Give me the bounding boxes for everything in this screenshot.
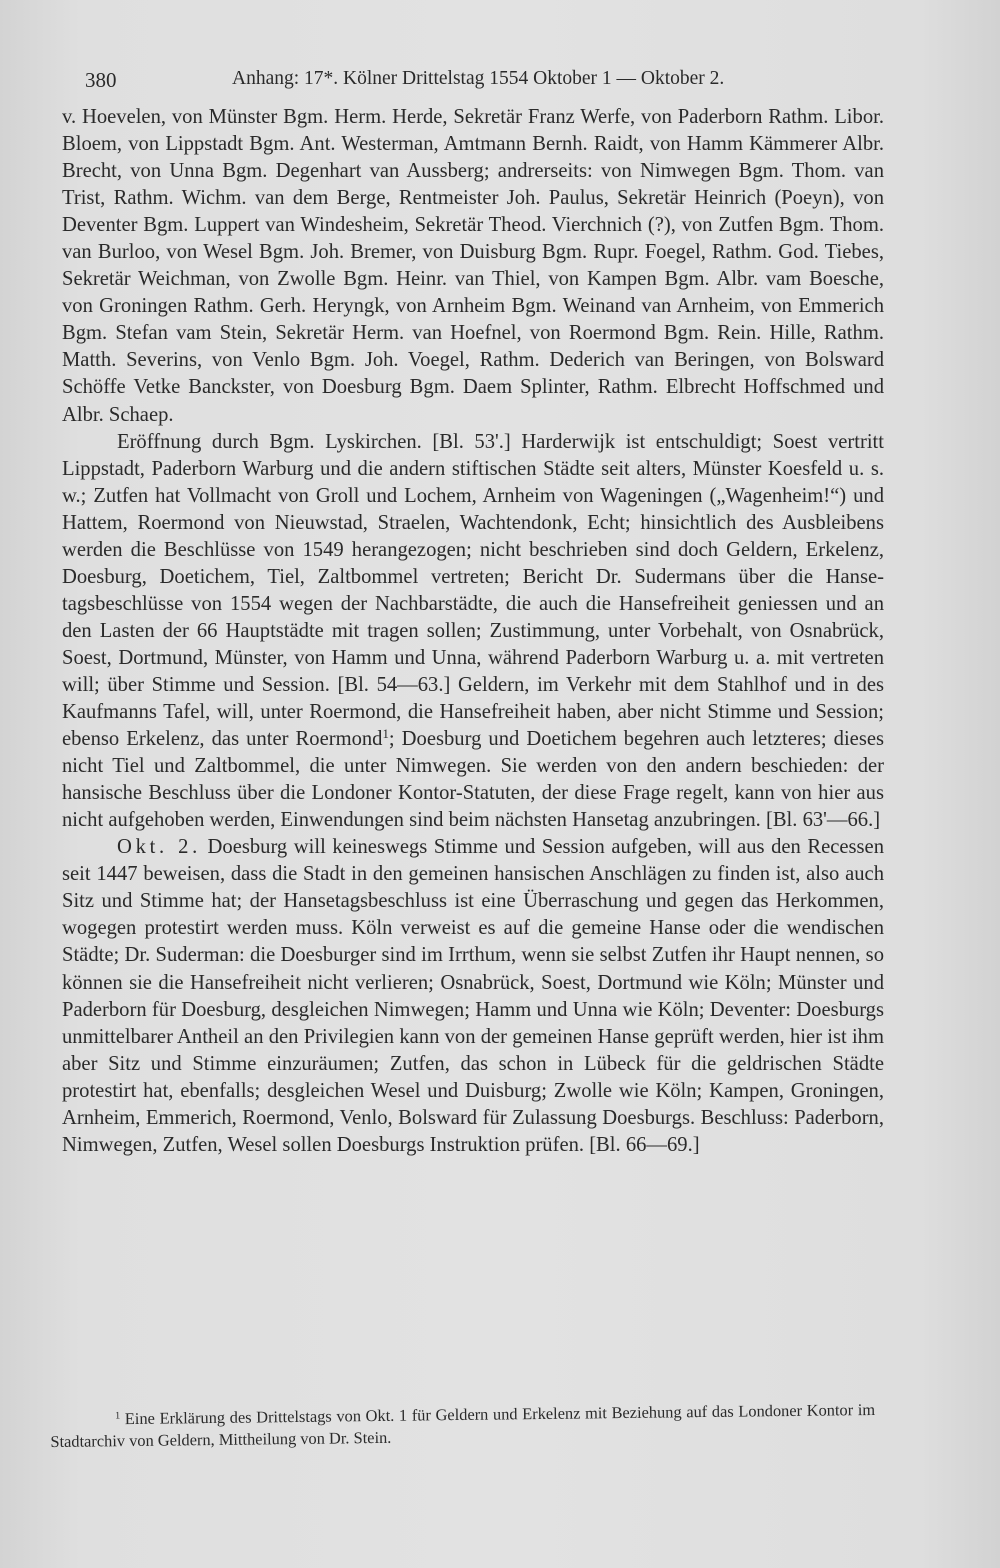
page-number: 380 <box>85 68 117 92</box>
opening-text-part1: Eröffnung durch Bgm. Lyskirchen. [Bl. 53'.] Harderwijk ist entschuldigt; Soest vertritt Lippstadt, Paderborn Warburg und die andern stiftischen Städte seit alters, Münster Koesfeld u. s. w.; Zutfen hat Vollmacht von Groll und Lochem, Arnheim von Wageningen („Wagenheim!“) und Hattem, Roermond von Nieuwstad, Straelen, Wachtendonk, Echt; hinsichtlich des Ausbleibens werden die Beschlüsse von 1549 herangezogen; nicht beschrieben sind doch Geldern, Erkelenz, Doesburg, Doetichem, Tiel, Zaltbommel vertreten; Bericht Dr. Sudermans über die Hansetagsbeschlüsse von 1554 wegen der Nachbarstädte, die auch die Hansefreiheit geniessen und an den Lasten der 66 Hauptstädte mit tragen sollen; Zustimmung, unter Vorbehalt, von Osnabrück, Soest, Dortmund, Münster, von Hamm und Unna, während Paderborn Warburg u. a. mit vertreten will; über Stimme und Session. [Bl. 54—63.] Geldern, im Verkehr mit dem Stahlhof und in des Kaufmanns Tafel, will, unter Roermond, die Hansefreiheit haben, aber nicht Stimme und Session; ebenso Erkelenz, das unter Roermond <box>62 430 884 751</box>
october-2-text: Doesburg will keineswegs Stimme und Session aufgeben, will aus den Recessen seit 1447 beweisen, dass die Stadt in den gemeinen hansischen Anschlägen zu finden ist, also auch Sitz und Stimme hat; der Hansetagsbeschluss ist eine Überraschung und gegen das Herkommen, wogegen protestirt werden muss. Köln verweist es auf die gemeine Hanse oder die wendischen Städte; Dr. Suderman: die Doesburger sind im Irrthum, wenn sie selbst Zutfen ihr Haupt nennen, so können sie die Hansefreiheit nicht verlieren; Osnabrück, Soest, Dortmund wie Köln; Münster und Paderborn für Doesburg, desgleichen Nimwegen; Hamm und Unna wie Köln; Deventer: Doesburgs unmittelbarer Antheil an den Privilegien kann von der gemeinen Hanse geprüft werden, hier ist ihm aber Sitz und Stimme einzuräumen; Zutfen, das schon in Lübeck für die geldrischen Städte protestirt hat, ebenfalls; desgleichen Wesel und Duisburg; Zwolle wie Köln; Kampen, Groningen, Arnheim, Emmerich, Roermond, Venlo, Bolsward für Zulassung Doesburgs. Beschluss: Paderborn, Nimwegen, Zutfen, Wesel sollen Doesburgs Instruktion prüfen. [Bl. 66—69.] <box>62 836 884 1156</box>
october-2-paragraph <box>62 834 884 1159</box>
footnote <box>50 1399 875 1453</box>
footnote-marker: 1 <box>115 1410 121 1422</box>
footnote-text: Eine Erklärung des Drittelstags von Okt. 1 für Geldern und Erkelenz mit Beziehung auf das Londoner Kontor im Stadtarchiv von Geldern, Mittheilung von Dr. Stein. <box>50 1399 876 1451</box>
date-label: Okt. 2. <box>117 836 201 859</box>
participants-paragraph: v. Hoevelen, von Münster Bgm. Herm. Herde, Sekretär Franz Werfe, von Paderborn Rathm. Libor. Bloem, von Lippstadt Bgm. Ant. Westerman, Amtmann Bernh. Raidt, von Hamm Kämmerer Albr. Brecht, von Unna Bgm. Degenhart van Aussberg; andrerseits: von Nimwegen Bgm. Thom. van Trist, Rathm. Wichm. van dem Berge, Rentmeister Joh. Paulus, Sekretär Heinrich (Poeyn), von Deventer Bgm. Luppert van Windesheim, Sekretär Theod. Vierchnich (?), von Zutfen Bgm. Thom. van Burloo, von Wesel Bgm. Joh. Bremer, von Duisburg Bgm. Rupr. Foegel, Rathm. God. Tiebes, Sekretär Weichman, von Zwolle Bgm. Heinr. van Thiel, von Kampen Bgm. Albr. vam Boesche, von Groningen Rathm. Gerh. Heryngk, von Arnheim Bgm. Weinand van Arnheim, von Emmerich Bgm. Stefan vam Stein, Sekretär Herm. van Hoefnel, von Roermond Bgm. Rein. Hille, Rathm. Matth. Severins, von Venlo Bgm. Joh. Voegel, Rathm. Dederich van Beringen, von Bolsward Schöffe Vetke Banckster, von Doesburg Bgm. Daem Splinter, Rathm. Elbrecht Hoffschmed und Albr. Schaep. <box>62 106 884 426</box>
main-text <box>62 104 884 1159</box>
running-head <box>85 68 885 94</box>
footnote-reference: 1 <box>382 727 389 742</box>
running-title: Anhang: 17*. Kölner Drittelstag 1554 Oktober 1 — Oktober 2. <box>232 68 725 89</box>
opening-text-part2: ; Doesburg und Doetichem begehren auch letzteres; dieses nicht Tiel und Zaltbommel, die unter Nimwegen. Sie werden von den andern beschieden: der hansische Beschluss über die Londoner Kontor-Statuten, der diese Frage regelt, kann von hier aus nicht aufgehoben werden, Einwendungen sind beim nächsten Hansetag anzubringen. [Bl. 63'—66.] <box>62 728 884 832</box>
opening-paragraph <box>62 429 884 835</box>
